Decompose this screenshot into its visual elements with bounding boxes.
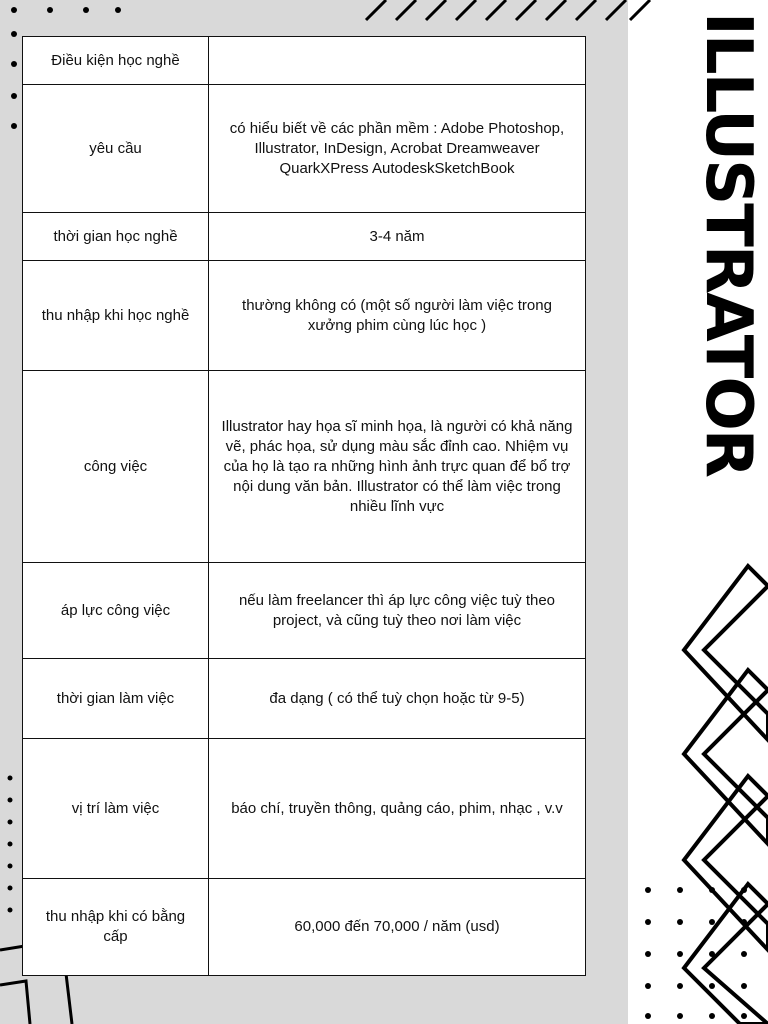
table-row [23, 85, 586, 213]
row-label: công việc [23, 371, 209, 563]
row-label: vị trí làm việc [23, 739, 209, 879]
table-row [23, 37, 586, 85]
table-row [23, 739, 586, 879]
row-label: áp lực công việc [23, 563, 209, 659]
row-value [209, 37, 586, 85]
row-label: Điều kiện học nghề [23, 37, 209, 85]
row-label: thời gian làm việc [23, 659, 209, 739]
table-row [23, 261, 586, 371]
row-label: thời gian học nghề [23, 213, 209, 261]
table-row [23, 659, 586, 739]
table-row [23, 563, 586, 659]
row-label: yêu cầu [23, 85, 209, 213]
row-value: đa dạng ( có thể tuỳ chọn hoặc từ 9-5) [209, 659, 586, 739]
row-value: nếu làm freelancer thì áp lực công việc tuỳ theo project, và cũng tuỳ theo nơi làm việc [209, 563, 586, 659]
row-label: thu nhập khi có bằng cấp [23, 879, 209, 976]
table-row [23, 879, 586, 976]
chevron-outlines [684, 566, 768, 1024]
table-row [23, 213, 586, 261]
career-info-table [22, 36, 586, 976]
row-value: Illustrator hay họa sĩ minh họa, là người có khả năng vẽ, phác họa, sử dụng màu sắc đỉnh cao. Nhiệm vụ của họ là tạo ra những hình ảnh trực quan để bổ trợ nội dung văn bản. Illustrator có thể làm việc trong nhiều lĩnh vực [209, 371, 586, 563]
row-value: có hiểu biết về các phần mềm : Adobe Photoshop, Illustrator, InDesign, Acrobat Dreamweaver QuarkXPress AutodeskSketchBook [209, 85, 586, 213]
row-value: báo chí, truyền thông, quảng cáo, phim, nhạc , v.v [209, 739, 586, 879]
row-label: thu nhập khi học nghề [23, 261, 209, 371]
row-value: 3-4 năm [209, 213, 586, 261]
dot-grid-bottom-right [645, 887, 747, 1019]
table-row [23, 371, 586, 563]
page-title: ILLUSTRATOR [691, 12, 765, 476]
row-value: 60,000 đến 70,000 / năm (usd) [209, 879, 586, 976]
row-value: thường không có (một số người làm việc trong xưởng phim cùng lúc học ) [209, 261, 586, 371]
